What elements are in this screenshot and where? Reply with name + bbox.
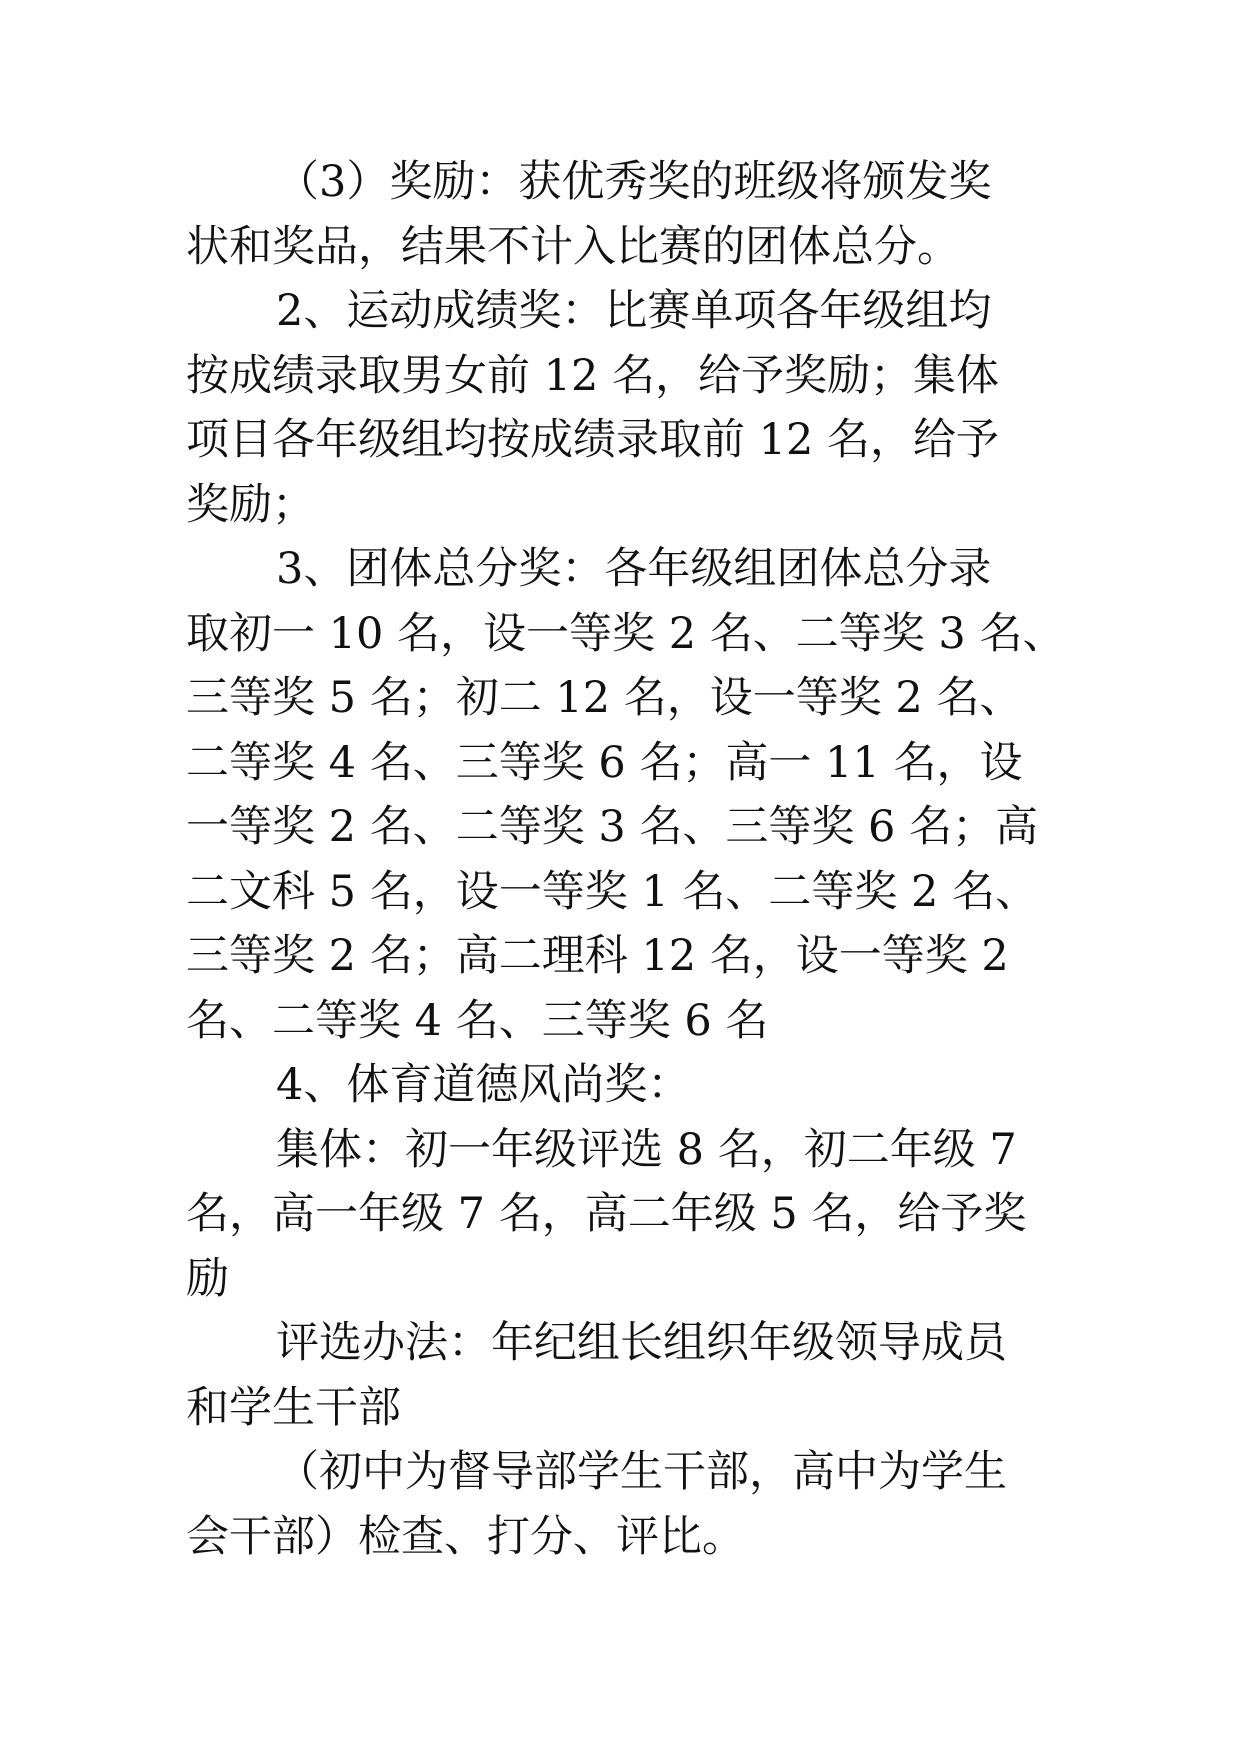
paragraph-collective: 集体：初一年级评选 8 名，初二年级 7 名，高一年级 7 名，高二年级 5 名，给予奖 励 — [186, 1124, 1027, 1304]
paragraph-selection-note: （初中为督导部学生干部，高中为学生 会干部）检查、打分、评比。 — [186, 1447, 1007, 1562]
paragraph-sports-performance-award: 2、运动成绩奖：比赛单项各年级组均 按成绩录取男女前 12 名，给予奖励；集体 项目各年级组均按成绩录取前 12 名，给予 奖励； — [186, 286, 1000, 530]
paragraph-sportsmanship-award: 4、体育道德风尚奖： — [276, 1060, 691, 1110]
paragraph-award-3: （3）奖励：获优秀奖的班级将颁发奖 状和奖品，结果不计入比赛的团体总分。 — [186, 157, 992, 272]
document-body — [186, 150, 1086, 1569]
paragraph-selection-method: 评选办法：年纪组长组织年级领导成员 和学生干部 — [186, 1318, 1007, 1433]
paragraph-team-total-award: 3、团体总分奖：各年级组团体总分录 取初一 10 名，设一等奖 2 名、二等奖 3 名、 三等奖 5 名；初二 12 名，设一等奖 2 名、 二等奖 4 名、三等奖 6 名；高一 11 名，设 一等奖 2 名、二等奖 3 名、三等奖 6 名；高 二文科 5 名，设一等奖 1 名、二等奖 2 名、 三等奖 2 名；高二理科 12 名，设一等奖 2 名、二等奖 4 名、三等奖 6 名 — [186, 544, 1066, 1046]
